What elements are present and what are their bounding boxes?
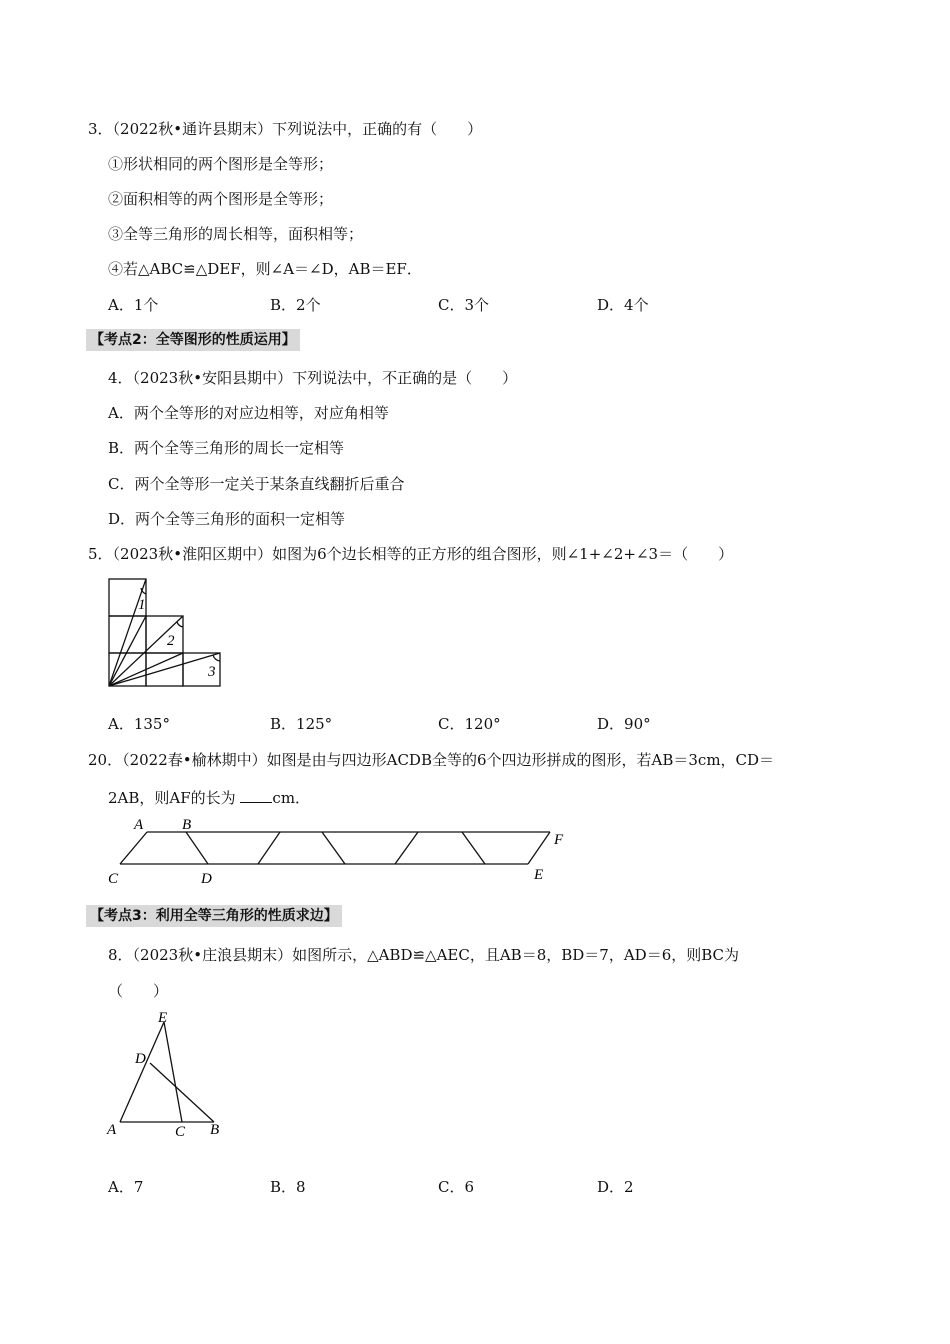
q20-side-fe: [528, 832, 550, 864]
q5-option-b: B．125°: [270, 715, 333, 733]
q20-segment: [462, 832, 485, 864]
q3-option-b: B．2个: [270, 296, 321, 314]
q20-label-e: E: [534, 867, 544, 883]
q8-option-a: A．7: [108, 1178, 144, 1196]
q8-segment-ec: [164, 1022, 182, 1122]
q8-label-d: D: [135, 1051, 146, 1067]
q3-option-a: A．1个: [108, 296, 159, 314]
q20-label-c: C: [108, 871, 119, 887]
q20-stem-unit: cm．: [272, 789, 311, 807]
q20-label-d: D: [201, 871, 212, 887]
q8-label-c: C: [175, 1124, 186, 1140]
q3-item-4: ④若△ABC≌△DEF，则∠A＝∠D，AB＝EF．: [108, 260, 422, 278]
q8-stem-line1: 8．（2023秋•庄浪县期末）如图所示，△ABD≌△AEC，且AB＝8，BD＝7，AD＝6，则BC为: [108, 946, 740, 964]
q8-label-b: B: [210, 1122, 220, 1138]
q8-segment-db: [150, 1063, 214, 1122]
q20-answer-blank[interactable]: [240, 788, 272, 803]
q4-option-c: C．两个全等形一定关于某条直线翻折后重合: [108, 475, 405, 493]
q20-segment: [395, 832, 418, 864]
q8-label-e: E: [158, 1010, 168, 1026]
q5-squares-figure: [105, 575, 225, 690]
q8-option-d: D．2: [597, 1178, 634, 1196]
q8-option-b: B．8: [270, 1178, 306, 1196]
q8-label-a: A: [107, 1122, 117, 1138]
q20-label-b: B: [182, 817, 192, 833]
q20-stem-line2: [108, 787, 310, 808]
q8-segment-ae: [120, 1022, 164, 1122]
q20-stem-line1: 20．（2022春•榆林期中）如图是由与四边形ACDB全等的6个四边形拼成的图形，若AB＝3cm，CD＝: [88, 751, 775, 769]
q5-label-3: 3: [208, 664, 216, 680]
q4-option-d: D．两个全等三角形的面积一定相等: [108, 510, 346, 528]
q20-segment: [322, 832, 345, 864]
q20-stem-text: 2AB，则AF的长为: [108, 789, 236, 807]
q8-stem-line2: （ ）: [108, 982, 169, 1000]
q8-option-c: C．6: [438, 1178, 475, 1196]
q4-option-b: B．两个全等三角形的周长一定相等: [108, 439, 345, 457]
q8-triangle-figure: [100, 1008, 230, 1143]
q20-label-a: A: [134, 817, 144, 833]
q5-stem: 5．（2023秋•淮阳区期中）如图为6个边长相等的正方形的组合图形，则∠1+∠2+∠3＝（ ）: [88, 545, 734, 563]
section-header-kp3: 【考点3：利用全等三角形的性质求边】: [86, 905, 342, 927]
q5-option-c: C．120°: [438, 715, 501, 733]
q4-option-a: A．两个全等形的对应边相等，对应角相等: [108, 404, 389, 422]
q20-label-f: F: [554, 832, 564, 848]
q20-segment: [258, 832, 280, 864]
q20-parallelogram-figure: [100, 812, 580, 892]
q5-angle-arc-3: [213, 655, 220, 661]
q5-square: [109, 616, 146, 653]
q3-stem: 3．（2022秋•通许县期末）下列说法中，正确的有（ ）: [88, 120, 483, 138]
q5-option-a: A．135°: [108, 715, 170, 733]
q5-diagonal-1: [109, 579, 146, 686]
q5-label-1: 1: [138, 597, 146, 613]
q5-label-2: 2: [167, 633, 175, 649]
q3-option-d: D．4个: [597, 296, 649, 314]
q20-segment-bd: [186, 832, 208, 864]
q3-item-1: ①形状相同的两个图形是全等形；: [108, 155, 334, 173]
q5-diagonal: [109, 616, 146, 686]
q3-item-2: ②面积相等的两个图形是全等形；: [108, 190, 334, 208]
section-header-kp2: 【考点2：全等图形的性质运用】: [86, 329, 300, 351]
q3-item-3: ③全等三角形的周长相等，面积相等；: [108, 225, 364, 243]
q20-side-ac: [120, 832, 147, 864]
q5-option-d: D．90°: [597, 715, 651, 733]
q4-stem: 4．（2023秋•安阳县期中）下列说法中，不正确的是（ ）: [108, 369, 518, 387]
q5-angle-arc-2: [177, 622, 183, 627]
q3-option-c: C．3个: [438, 296, 490, 314]
